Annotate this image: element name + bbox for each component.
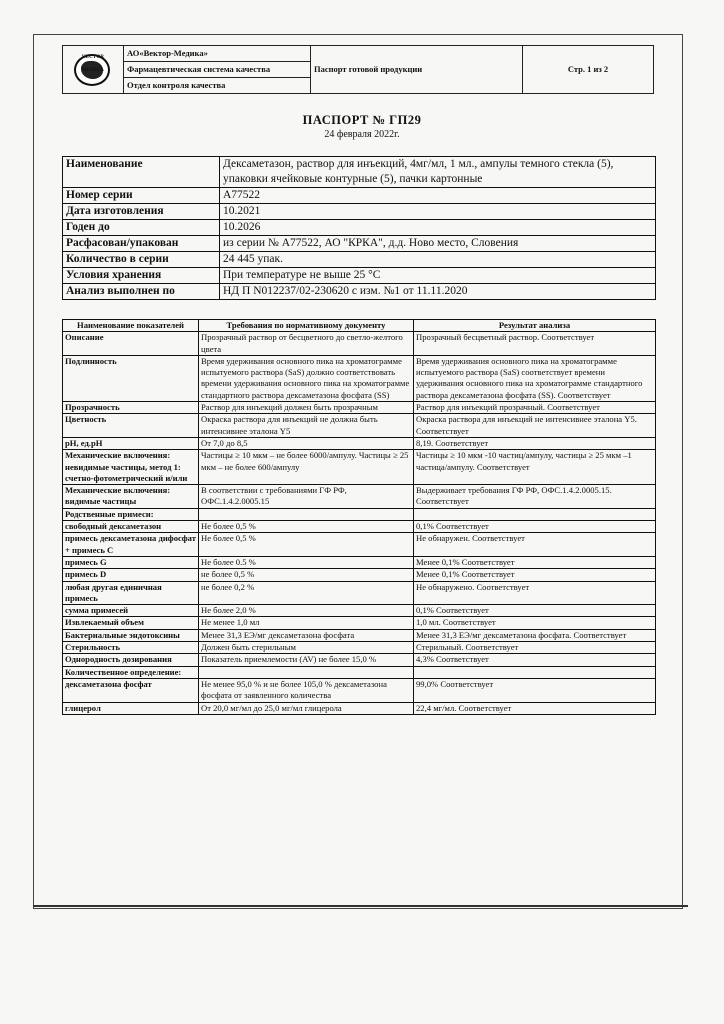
indicator-cell: Механические включения: невидимые частицы, метод 1: счетно-фотометрический и/или [63, 450, 199, 485]
info-value: 10.2026 [220, 220, 656, 236]
indicator-cell: Подлинность [63, 355, 199, 401]
page-number: Стр. 1 из 2 [523, 46, 654, 94]
header-result: Результат анализа [414, 320, 656, 332]
requirement-cell: Прозрачный раствор от бесцветного до светло-желтого цвета [199, 332, 414, 356]
requirement-cell: Менее 31,3 ЕЭ/мг дексаметазона фосфата [199, 629, 414, 641]
product-info-table [62, 156, 656, 300]
org-dept-quality: Фармацевтическая система качества [124, 62, 311, 78]
info-row [63, 157, 656, 188]
table-row [63, 617, 656, 629]
requirement-cell: не более 0,2 % [199, 581, 414, 605]
table-row [63, 533, 656, 557]
requirement-cell: От 20,0 мг/мл до 25,0 мг/мл глицерола [199, 702, 414, 714]
result-cell: 4,3% Соответствует [414, 654, 656, 666]
result-cell: Не обнаружено. Соответствует [414, 581, 656, 605]
indicator-cell: Механические включения: видимые частицы [63, 485, 199, 509]
result-cell: Не обнаружен. Соответствует [414, 533, 656, 557]
requirement-cell: Окраска раствора для инъекций не должна быть интенсивнее эталона Y5 [199, 414, 414, 438]
org-dept-control: Отдел контроля качества [124, 78, 311, 94]
result-cell: Менее 0,1% Соответствует [414, 556, 656, 568]
indicator-cell: Стерильность [63, 642, 199, 654]
result-cell: 8,19. Соответствует [414, 437, 656, 449]
analysis-table [62, 319, 656, 715]
info-row [63, 188, 656, 204]
info-label: Расфасован/упакован [63, 236, 220, 252]
info-value: 10.2021 [220, 204, 656, 220]
table-row [63, 485, 656, 509]
table-row [63, 437, 656, 449]
result-cell: 99,0% Соответствует [414, 678, 656, 702]
result-cell: Частицы ≥ 10 мкм -10 частиц/ампулу, частицы ≥ 25 мкм –1 частица/ампулу. Соответствует [414, 450, 656, 485]
table-row [63, 508, 656, 520]
requirement-cell: Должен быть стерильным [199, 642, 414, 654]
result-cell: Окраска раствора для инъекций не интенсивнее эталона Y5. Соответствует [414, 414, 656, 438]
logo-cell [63, 46, 124, 94]
result-cell: Время удерживания основного пика на хроматограмме испытуемого раствора (SaS) соответствует времени удерживания основного пика на хроматограмме стандартного раствора дексаметазона фосфата (SS). Соответствует [414, 355, 656, 401]
org-name: АО«Вектор-Медика» [124, 46, 311, 62]
requirement-cell [199, 508, 414, 520]
table-row [63, 678, 656, 702]
document-header [62, 45, 654, 94]
requirement-cell [199, 666, 414, 678]
info-label: Годен до [63, 220, 220, 236]
table-row [63, 666, 656, 678]
indicator-cell: примесь G [63, 556, 199, 568]
table-row [63, 355, 656, 401]
result-cell: 0,1% Соответствует [414, 605, 656, 617]
table-row [63, 702, 656, 714]
requirement-cell: Не более 0.5 % [199, 556, 414, 568]
doc-type: Паспорт готовой продукции [311, 46, 523, 94]
result-cell: Стерильный. Соответствует [414, 642, 656, 654]
table-row [63, 402, 656, 414]
info-value: из серии № А77522, АО "КРКА", д.д. Ново место, Словения [220, 236, 656, 252]
document-title: ПАСПОРТ № ГП29 [302, 113, 422, 127]
indicator-cell: любая другая единичная примесь [63, 581, 199, 605]
result-cell: Менее 0,1% Соответствует [414, 569, 656, 581]
info-label: Анализ выполнен по [63, 284, 220, 300]
document-date: 24 февраля 2022г. [324, 129, 400, 140]
requirement-cell: Не более 2,0 % [199, 605, 414, 617]
info-row [63, 268, 656, 284]
info-row [63, 284, 656, 300]
table-row [63, 332, 656, 356]
indicator-cell: pH, ед.pH [63, 437, 199, 449]
table-row [63, 450, 656, 485]
indicator-cell: Прозрачность [63, 402, 199, 414]
requirement-cell: Не более 0,5 % [199, 533, 414, 557]
header-indicator: Наименование показателей [63, 320, 199, 332]
info-row [63, 220, 656, 236]
info-row [63, 204, 656, 220]
requirement-cell: Не менее 95,0 % и не более 105,0 % дексаметазона фосфата от заявленного количества [199, 678, 414, 702]
table-row [63, 629, 656, 641]
indicator-cell: примесь D [63, 569, 199, 581]
table-row [63, 556, 656, 568]
requirement-cell: Не более 0,5 % [199, 521, 414, 533]
header-requirement: Требования по нормативному документу [199, 320, 414, 332]
result-cell: 0,1% Соответствует [414, 521, 656, 533]
info-row [63, 252, 656, 268]
info-label: Количество в серии [63, 252, 220, 268]
info-value: А77522 [220, 188, 656, 204]
logo-text: VECTOR MEDICA [81, 54, 105, 73]
indicator-cell: сумма примесей [63, 605, 199, 617]
indicator-cell: Описание [63, 332, 199, 356]
indicator-cell: Родственные примеси: [63, 508, 199, 520]
info-value: Дексаметазон, раствор для инъекций, 4мг/мл, 1 мл., ампулы темного стекла (5), упаковки ячейковые контурные (5), пачки картонные [220, 157, 656, 188]
table-row [63, 581, 656, 605]
requirement-cell: Раствор для инъекций должен быть прозрачным [199, 402, 414, 414]
result-cell: Прозрачный бесцветный раствор. Соответствует [414, 332, 656, 356]
indicator-cell: Цветность [63, 414, 199, 438]
table-row [63, 654, 656, 666]
result-cell [414, 508, 656, 520]
result-cell: Раствор для инъекций прозрачный. Соответствует [414, 402, 656, 414]
requirement-cell: В соответствии с требованиями ГФ РФ, ОФС.1.4.2.0005.15 [199, 485, 414, 509]
result-cell [414, 666, 656, 678]
table-row [63, 642, 656, 654]
requirement-cell: не более 0,5 % [199, 569, 414, 581]
requirement-cell: От 7,0 до 8,5 [199, 437, 414, 449]
info-value: 24 445 упак. [220, 252, 656, 268]
table-row [63, 569, 656, 581]
requirement-cell: Не менее 1,0 мл [199, 617, 414, 629]
result-cell: Выдерживает требования ГФ РФ, ОФС.1.4.2.0005.15. Соответствует [414, 485, 656, 509]
result-cell: Менее 31,3 ЕЭ/мг дексаметазона фосфата. Соответствует [414, 629, 656, 641]
indicator-cell: примесь дексаметазона дифосфат + примесь С [63, 533, 199, 557]
info-value: При температуре не выше 25 °С [220, 268, 656, 284]
requirement-cell: Показатель приемлемости (AV) не более 15,0 % [199, 654, 414, 666]
indicator-cell: Однородность дозирования [63, 654, 199, 666]
bottom-rule [33, 905, 688, 907]
indicator-cell: Количественное определение: [63, 666, 199, 678]
company-logo [71, 51, 115, 89]
table-row [63, 605, 656, 617]
requirement-cell: Частицы ≥ 10 мкм – не более 6000/ампулу. Частицы ≥ 25 мкм – не более 600/ампулу [199, 450, 414, 485]
indicator-cell: глицерол [63, 702, 199, 714]
result-cell: 1,0 мл. Соответствует [414, 617, 656, 629]
indicator-cell: свободный дексаметазон [63, 521, 199, 533]
analysis-header-row [63, 320, 656, 332]
indicator-cell: дексаметазона фосфат [63, 678, 199, 702]
info-label: Условия хранения [63, 268, 220, 284]
info-value: НД П N012237/02-230620 с изм. №1 от 11.11.2020 [220, 284, 656, 300]
table-row [63, 521, 656, 533]
requirement-cell: Время удерживания основного пика на хроматограмме испытуемого раствора (SaS) должно соответствовать времени удерживания основного пика на хроматограмме стандартного раствора дексаметазона фосфата (SS) [199, 355, 414, 401]
info-label: Дата изготовления [63, 204, 220, 220]
info-row [63, 236, 656, 252]
indicator-cell: Бактериальные эндотоксины [63, 629, 199, 641]
result-cell: 22,4 мг/мл. Соответствует [414, 702, 656, 714]
info-label: Номер серии [63, 188, 220, 204]
info-label: Наименование [63, 157, 220, 188]
table-row [63, 414, 656, 438]
indicator-cell: Извлекаемый объем [63, 617, 199, 629]
